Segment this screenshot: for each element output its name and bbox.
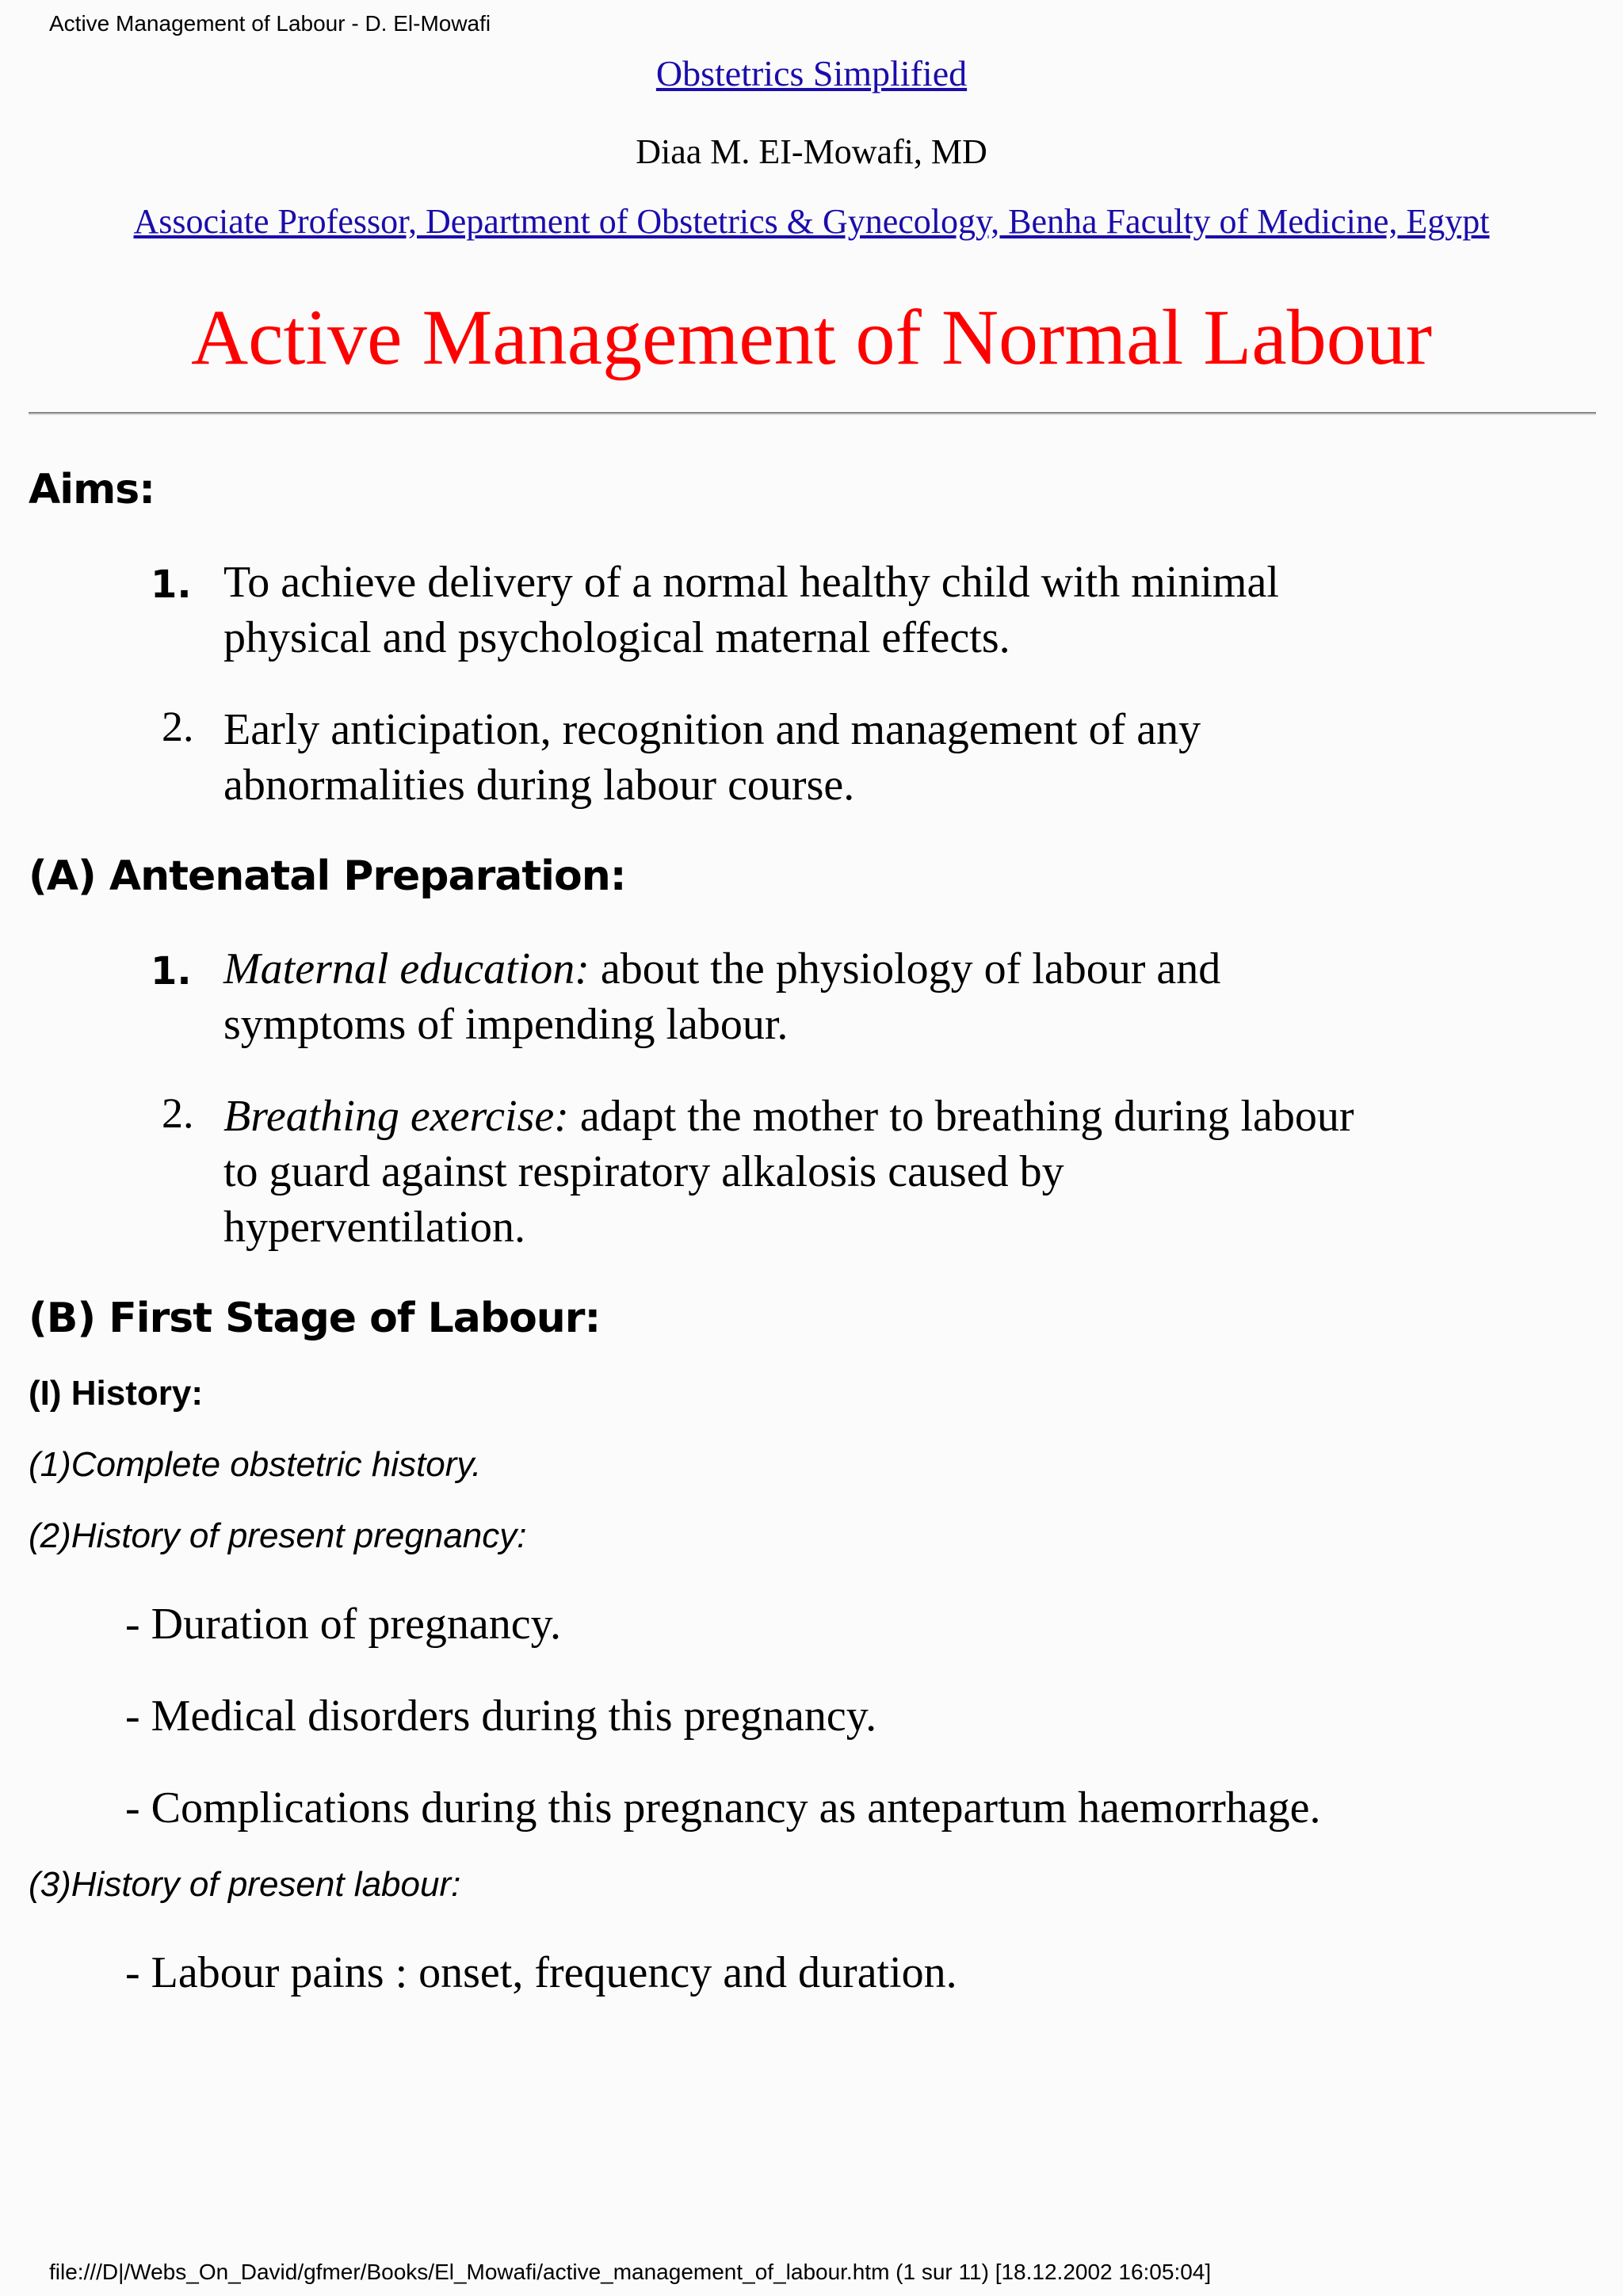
antenatal-item-2-number: 2.	[162, 1089, 194, 1137]
book-header	[0, 52, 1623, 94]
horizontal-divider	[29, 412, 1596, 415]
aims-heading: Aims:	[29, 466, 155, 513]
page-title: Active Management of Normal Labour	[190, 293, 1433, 381]
print-footer: file:///D|/Webs_On_David/gfmer/Books/El_Mowafi/active_management_of_labour.htm (1 sur 11) [18.12.2002 16:05:04]	[49, 2260, 1212, 2284]
author-name: Diaa M. EI-Mowafi, MD	[636, 132, 987, 171]
present-pregnancy-heading: (2)History of present pregnancy:	[29, 1516, 527, 1555]
pregnancy-item-duration: - Duration of pregnancy.	[125, 1600, 561, 1649]
aims-item-1	[223, 555, 1587, 666]
antenatal-item-1-label: Maternal education:	[223, 944, 590, 994]
antenatal-item-2-line-3: hyperventilation.	[223, 1203, 526, 1252]
aims-item-1-line-1: To achieve delivery of a normal healthy child with minimal	[223, 558, 1279, 607]
aims-item-2-line-2: abnormalities during labour course.	[223, 761, 855, 810]
antenatal-item-1	[223, 941, 1587, 1052]
antenatal-heading: (A) Antenatal Preparation:	[29, 852, 626, 900]
aims-item-2-line-1: Early anticipation, recognition and management of any	[223, 705, 1201, 754]
labour-item-pains: - Labour pains : onset, frequency and duration.	[125, 1948, 957, 1997]
antenatal-item-2-line-2: to guard against respiratory alkalosis caused by	[223, 1147, 1064, 1196]
antenatal-item-1-line-1: about the physiology of labour and	[589, 944, 1221, 994]
aims-item-2-number: 2.	[162, 703, 194, 750]
antenatal-item-2-line-1: adapt the mother to breathing during labour	[568, 1092, 1354, 1141]
antenatal-item-2	[223, 1089, 1587, 1255]
print-header: Active Management of Labour - D. El-Mowafi	[49, 11, 491, 36]
aims-item-1-line-2: physical and psychological maternal effects.	[223, 613, 1010, 662]
complete-history-item: (1)Complete obstetric history.	[29, 1445, 482, 1484]
history-heading: (I) History:	[29, 1374, 203, 1413]
antenatal-item-1-number: 1.	[151, 949, 192, 994]
aims-item-1-number: 1.	[151, 563, 192, 607]
pregnancy-item-medical-disorders: - Medical disorders during this pregnancy.	[125, 1691, 877, 1741]
present-labour-heading: (3)History of present labour:	[29, 1865, 461, 1904]
affiliation	[0, 201, 1623, 242]
pregnancy-item-complications: - Complications during this pregnancy as antepartum haemorrhage.	[125, 1783, 1321, 1833]
book-link[interactable]: Obstetrics Simplified	[655, 53, 968, 93]
first-stage-heading: (B) First Stage of Labour:	[29, 1295, 601, 1342]
antenatal-item-2-label: Breathing exercise:	[223, 1092, 569, 1141]
aims-item-2	[223, 702, 1587, 813]
antenatal-item-1-line-2: symptoms of impending labour.	[223, 1000, 789, 1049]
affiliation-link[interactable]: Associate Professor, Department of Obstetrics & Gynecology, Benha Faculty of Medicine, Egypt	[133, 202, 1490, 241]
